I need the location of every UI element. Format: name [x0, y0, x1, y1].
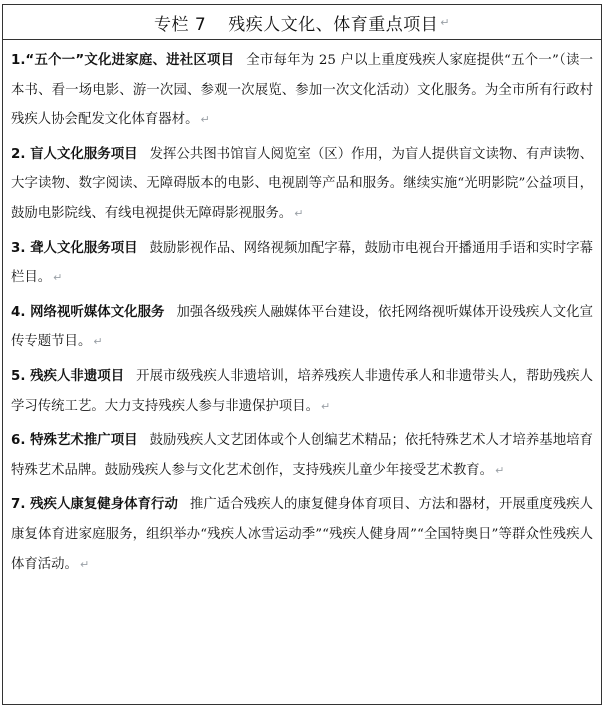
project-item-7 [11, 490, 593, 579]
project-heading: 6. 特殊艺术推广项目 [11, 433, 138, 449]
project-body: 鼓励影视作品、网络视频加配字幕，鼓励市电视台开播通用手语和实时字幕栏目。 [11, 240, 593, 286]
paragraph-mark-icon: ↵ [93, 335, 103, 349]
project-item-5 [11, 362, 593, 421]
project-item-4 [11, 298, 593, 357]
project-heading: 2. 盲人文化服务项目 [11, 146, 138, 162]
project-body: 发挥公共图书馆盲人阅览室（区）作用，为盲人提供盲文读物、有声读物、大字读物、数字阅读、无障碍版本的电影、电视剧等产品和服务。继续实施“光明影院”公益项目，鼓励电影院线、有线电视提供无障碍影视服务。 [11, 146, 593, 221]
paragraph-mark-icon: ↵ [53, 271, 63, 285]
paragraph-mark-icon: ↵ [79, 557, 90, 571]
project-body: 推广适合残疾人的康复健身体育项目、方法和器材，开展重度残疾人康复体育进家庭服务，组织举办“残疾人冰雪运动季”“残疾人健身周”“全国特奥日”等群众性残疾人体育活动。 [11, 497, 593, 572]
paragraph-mark-icon: ↵ [294, 206, 304, 220]
column-content [3, 40, 601, 579]
column-title: 残疾人文化、体育重点项目 [228, 14, 439, 35]
project-body: 开展市级残疾人非遗培训，培养残疾人非遗传承人和非遗带头人，帮助残疾人学习传统工艺。大力支持残疾人参与非遗保护项目。 [11, 368, 593, 414]
project-heading: 7. 残疾人康复健身体育行动 [11, 497, 178, 513]
project-item-2 [11, 140, 593, 229]
project-item-3 [11, 234, 593, 293]
project-body: 鼓励残疾人文艺团体或个人创编艺术精品；依托特殊艺术人才培养基地培育特殊艺术品牌。鼓励残疾人参与文化艺术创作，支持残疾儿童少年接受艺术教育。 [11, 433, 593, 478]
paragraph-mark-icon: ↵ [200, 113, 210, 127]
project-heading: 1.“五个一”文化进家庭、进社区项目 [11, 53, 235, 68]
paragraph-mark-icon: ↵ [320, 399, 331, 413]
project-body: 加强各级残疾人融媒体平台建设，依托网络视听媒体开设残疾人文化宣传专题节目。 [11, 304, 593, 350]
project-heading: 3. 聋人文化服务项目 [11, 240, 138, 256]
column-number: 专栏 7 [154, 14, 207, 35]
column-box [2, 4, 602, 705]
column-title-row [3, 5, 601, 40]
project-heading: 5. 残疾人非遗项目 [11, 368, 125, 384]
project-item-1 [11, 46, 593, 135]
project-heading: 4. 网络视听媒体文化服务 [11, 304, 165, 320]
paragraph-mark-icon: ↵ [440, 15, 450, 29]
project-item-6 [11, 426, 593, 485]
project-body: 全市每年为 25 户以上重度残疾人家庭提供“五个一”（读一本书、看一场电影、游一次园、参观一次展览、参加一次文化活动）文化服务。为全市所有行政村残疾人协会配发文化体育器材。 [11, 53, 593, 128]
paragraph-mark-icon: ↵ [495, 463, 505, 477]
